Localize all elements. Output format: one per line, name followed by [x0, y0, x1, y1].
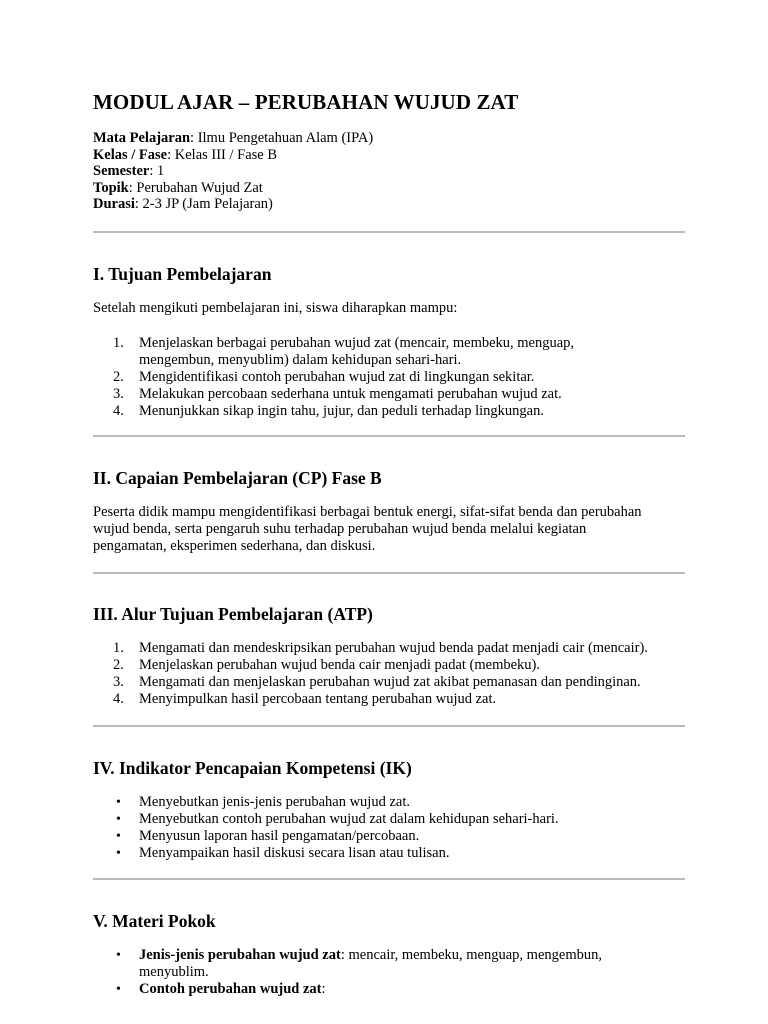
bullet-icon: •	[116, 846, 121, 861]
section-tujuan	[93, 263, 685, 285]
list-text-line: Menjelaskan berbagai perubahan wujud zat (mencair, membeku, menguap,	[139, 335, 575, 351]
list-number: 3.	[113, 674, 124, 690]
list-item-term: Contoh perubahan wujud zat	[139, 981, 322, 997]
list-number: 4.	[113, 403, 124, 419]
meta-label: Mata Pelajaran	[93, 130, 191, 146]
section-divider	[93, 725, 685, 727]
meta-row-semester	[93, 163, 685, 180]
list-number: 1.	[113, 640, 124, 656]
bullet-icon: •	[116, 795, 121, 810]
section-divider	[93, 572, 685, 574]
section-indikator	[93, 757, 685, 779]
section-alur	[93, 603, 685, 625]
section-divider	[93, 878, 685, 880]
list-item	[93, 947, 685, 981]
list-text: Menyebutkan contoh perubahan wujud zat dalam kehidupan sehari-hari.	[139, 811, 559, 827]
indikator-list	[93, 794, 685, 862]
list-text: Mengamati dan menjelaskan perubahan wujud zat akibat pemanasan dan pendinginan.	[139, 674, 641, 690]
list-text-line: Melakukan percobaan sederhana untuk mengamati perubahan wujud zat.	[139, 386, 562, 402]
meta-value: : Perubahan Wujud Zat	[128, 179, 263, 196]
bullet-icon: •	[116, 982, 121, 997]
list-item	[93, 640, 685, 657]
paragraph-line: pengamatan, eksperimen sederhana, dan diskusi.	[93, 538, 376, 554]
list-text: Mengamati dan mendeskripsikan perubahan wujud benda padat menjadi cair (mencair).	[139, 640, 648, 656]
list-item	[93, 828, 685, 845]
document-page	[93, 88, 685, 997]
tujuan-list	[93, 335, 685, 420]
meta-row-subject	[93, 130, 685, 147]
meta-row-class	[93, 147, 685, 164]
list-text-line: Mengidentifikasi contoh perubahan wujud zat di lingkungan sekitar.	[139, 369, 535, 385]
list-number: 2.	[113, 657, 124, 673]
meta-label: Semester	[93, 163, 150, 180]
meta-label: Topik	[93, 179, 129, 196]
meta-value: : 2-3 JP (Jam Pelajaran)	[134, 196, 273, 213]
list-item	[93, 657, 685, 674]
document-metadata	[93, 130, 685, 213]
list-number: 4.	[113, 691, 124, 707]
section-capaian-body	[93, 504, 685, 555]
document-title: MODUL AJAR – PERUBAHAN WUJUD ZAT	[93, 90, 519, 114]
meta-value: : Kelas III / Fase B	[167, 146, 278, 163]
list-number: 3.	[113, 386, 124, 402]
list-number: 2.	[113, 369, 124, 385]
paragraph-line: Peserta didik mampu mengidentifikasi berbagai bentuk energi, sifat-sifat benda dan perubahan	[93, 504, 642, 520]
list-item	[93, 691, 685, 708]
meta-row-duration	[93, 196, 685, 213]
section-tujuan-body	[93, 300, 685, 317]
section-heading: I. Tujuan Pembelajaran	[93, 264, 272, 284]
section-heading: III. Alur Tujuan Pembelajaran (ATP)	[93, 604, 373, 624]
list-text: Menyusun laporan hasil pengamatan/percobaan.	[139, 828, 420, 844]
meta-value: : Ilmu Pengetahuan Alam (IPA)	[190, 130, 374, 146]
section-materi	[93, 910, 685, 932]
list-text-line: :	[321, 981, 326, 997]
meta-value: : 1	[149, 163, 165, 180]
list-item	[93, 981, 685, 998]
section-capaian	[93, 467, 685, 489]
list-text: Menyampaikan hasil diskusi secara lisan atau tulisan.	[139, 845, 450, 861]
section-heading: II. Capaian Pembelajaran (CP) Fase B	[93, 468, 382, 488]
list-text-line: menyublim.	[139, 964, 209, 980]
list-item	[93, 845, 685, 862]
list-number: 1.	[113, 335, 124, 351]
list-item	[93, 369, 685, 386]
meta-row-topic	[93, 180, 685, 197]
list-item	[93, 674, 685, 691]
alur-list	[93, 640, 685, 708]
materi-list	[93, 947, 685, 998]
paragraph	[93, 504, 685, 555]
section-divider	[93, 435, 685, 437]
list-text-line: Menunjukkan sikap ingin tahu, jujur, dan peduli terhadap lingkungan.	[139, 403, 544, 419]
bullet-icon: •	[116, 829, 121, 844]
list-item	[93, 811, 685, 828]
list-text: Menyimpulkan hasil percobaan tentang perubahan wujud zat.	[139, 691, 497, 707]
list-item	[93, 386, 685, 403]
section-heading: V. Materi Pokok	[93, 911, 216, 931]
list-text-line: : mencair, membeku, menguap, mengembun,	[340, 947, 602, 963]
list-text-line: mengembun, menyublim) dalam kehidupan sehari-hari.	[139, 352, 462, 368]
list-item-term: Jenis-jenis perubahan wujud zat	[139, 947, 341, 963]
section-intro: Setelah mengikuti pembelajaran ini, siswa diharapkan mampu:	[93, 300, 458, 316]
section-heading: IV. Indikator Pencapaian Kompetensi (IK)	[93, 758, 412, 778]
meta-label: Durasi	[93, 196, 135, 213]
bullet-icon: •	[116, 812, 121, 827]
list-text: Menyebutkan jenis-jenis perubahan wujud zat.	[139, 794, 410, 810]
paragraph-line: wujud benda, serta pengaruh suhu terhadap perubahan wujud benda melalui kegiatan	[93, 521, 587, 537]
list-text: Menjelaskan perubahan wujud benda cair menjadi padat (membeku).	[139, 657, 541, 673]
list-item	[93, 403, 685, 420]
section-divider	[93, 231, 685, 233]
list-item	[93, 794, 685, 811]
meta-label: Kelas / Fase	[93, 146, 168, 163]
bullet-icon: •	[116, 948, 121, 963]
list-item	[93, 335, 685, 369]
